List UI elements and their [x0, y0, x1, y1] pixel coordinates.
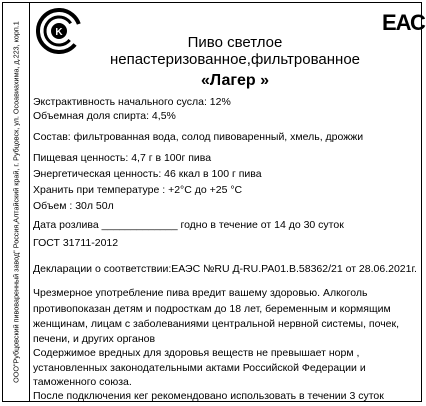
warning-line-3: женщинам, лицам с заболеваниями центральной нервной системы, почек, — [33, 318, 400, 330]
keg-line: После подключения кег рекомендовано использовать в течении 3 суток — [33, 390, 384, 402]
product-type-line2: непастеризованное,фильтрованное — [109, 51, 361, 68]
declaration-line: Декларации о соответствии:ЕАЭС №RU Д-RU.PA01.B.58362/21 от 28.06.2021г. — [33, 263, 417, 275]
energy-line: Энергетическая ценность: 46 ккал в 100 г пива — [33, 168, 262, 180]
nutrition-line: Пищевая ценность: 4,7 г в 100г пива — [33, 152, 212, 164]
bottling-line: Дата розлива _____________ годно в течение от 14 до 30 суток — [33, 219, 344, 231]
harm-line-3: таможенного союза. — [33, 376, 132, 388]
product-type-line1: Пиво светлое — [187, 34, 283, 51]
gost-line: ГОСТ 31711-2012 — [33, 237, 119, 249]
composition-line: Состав: фильтрованная вода, солод пивоваренный, хмель, дрожжи — [33, 131, 364, 143]
brewery-logo-icon — [36, 8, 82, 54]
product-name: «Лагер » — [200, 72, 270, 89]
volume-line: Объем : 30л 50л — [33, 200, 114, 212]
warning-line-1: Чрезмерное употребление пива вредит вашему здоровью. Алкоголь — [33, 287, 368, 299]
alcohol-line: Объемная доля спирта: 4,5% — [33, 110, 176, 122]
extract-line: Экстрактивность начального сусла: 12% — [33, 96, 231, 108]
warning-line-4: печени, и других органов — [33, 333, 156, 345]
harm-line-1: Содержимое вредных для здоровья веществ не превышает норм , — [33, 347, 360, 359]
harm-line-2: установленных законодательными актами Российской Федерации и — [33, 362, 366, 374]
manufacturer-strip — [2, 2, 30, 402]
warning-line-2: противопоказан детям и подросткам до 18 лет, беременным и кормящим — [33, 303, 391, 315]
eac-mark: ЕАС — [382, 10, 425, 35]
svg-text:K: K — [55, 27, 63, 38]
storage-line: Хранить при температуре : +2°С до +25 °С — [33, 184, 243, 196]
manufacturer-address: ООО"Рубцовский пивоваренный завод" Россия,Алтайский край, г. Рубцовск, ул. Осоавиахима, д.223, корп.1 — [11, 21, 21, 383]
